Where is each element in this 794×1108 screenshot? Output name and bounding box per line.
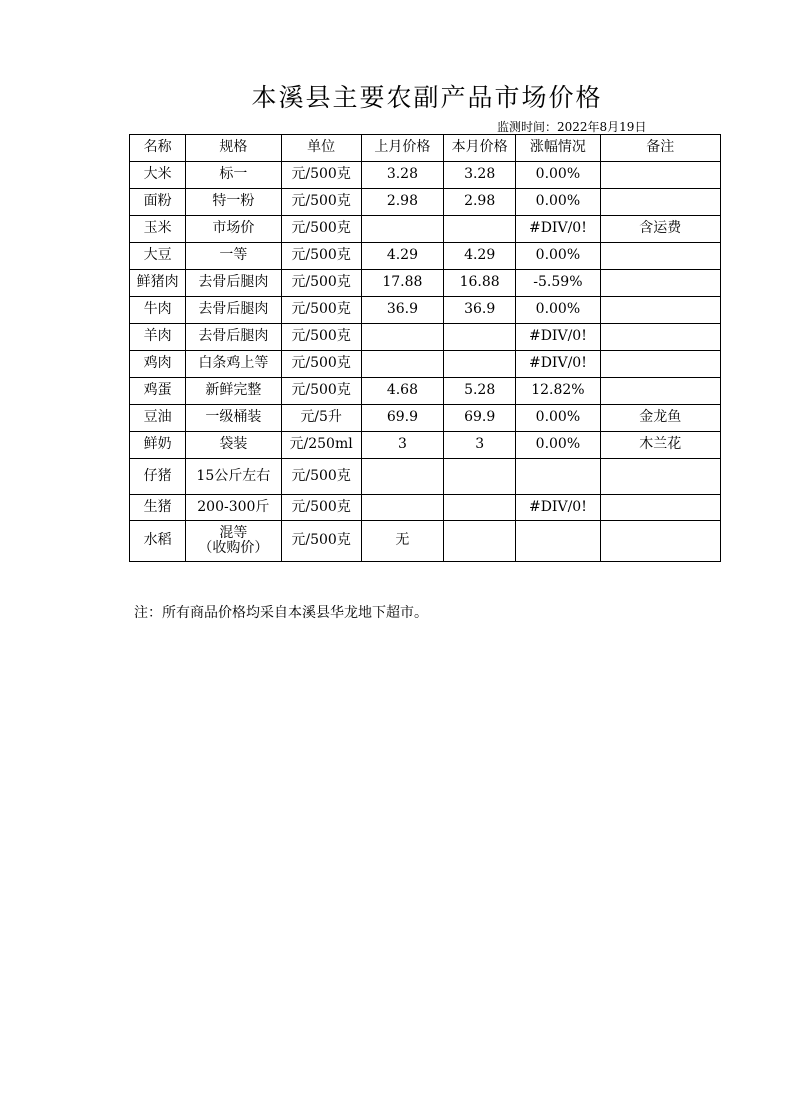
cell-last-price bbox=[361, 216, 443, 243]
cell-change bbox=[516, 521, 600, 562]
cell-current-price: 36.9 bbox=[444, 297, 516, 324]
cell-name: 玉米 bbox=[130, 216, 186, 243]
cell-note bbox=[600, 351, 720, 378]
footnote: 注：所有商品价格均采自本溪县华龙地下超市。 bbox=[134, 605, 428, 621]
cell-current-price: 3.28 bbox=[444, 162, 516, 189]
cell-change: #DIV/0! bbox=[516, 495, 600, 521]
cell-name: 鲜奶 bbox=[130, 432, 186, 459]
table-row bbox=[130, 216, 721, 243]
cell-name: 生猪 bbox=[130, 495, 186, 521]
cell-last-price: 4.68 bbox=[361, 378, 443, 405]
cell-unit: 元/5升 bbox=[281, 405, 361, 432]
cell-last-price bbox=[361, 351, 443, 378]
cell-spec-line: 混等 bbox=[219, 524, 248, 541]
cell-note bbox=[600, 270, 720, 297]
col-header-name: 名称 bbox=[130, 135, 186, 162]
cell-current-price bbox=[444, 495, 516, 521]
table-row bbox=[130, 270, 721, 297]
cell-note bbox=[600, 297, 720, 324]
cell-current-price: 2.98 bbox=[444, 189, 516, 216]
table-row bbox=[130, 378, 721, 405]
table-row bbox=[130, 243, 721, 270]
table-row bbox=[130, 405, 721, 432]
cell-note bbox=[600, 378, 720, 405]
cell-current-price: 4.29 bbox=[444, 243, 516, 270]
cell-note bbox=[600, 459, 720, 495]
cell-change: -5.59% bbox=[516, 270, 600, 297]
cell-last-price: 无 bbox=[361, 521, 443, 562]
cell-spec: 一等 bbox=[186, 243, 281, 270]
table-row bbox=[130, 521, 721, 562]
cell-spec: 白条鸡上等 bbox=[186, 351, 281, 378]
cell-current-price bbox=[444, 459, 516, 495]
price-table bbox=[129, 134, 721, 562]
cell-change bbox=[516, 459, 600, 495]
cell-last-price: 4.29 bbox=[361, 243, 443, 270]
table-header-row bbox=[130, 135, 721, 162]
cell-spec: 去骨后腿肉 bbox=[186, 297, 281, 324]
cell-note: 金龙鱼 bbox=[600, 405, 720, 432]
cell-unit: 元/500克 bbox=[281, 243, 361, 270]
table-row bbox=[130, 162, 721, 189]
cell-current-price bbox=[444, 351, 516, 378]
cell-unit: 元/500克 bbox=[281, 351, 361, 378]
cell-change: #DIV/0! bbox=[516, 216, 600, 243]
cell-spec: 市场价 bbox=[186, 216, 281, 243]
monitor-time: 监测时间：2022年8月19日 bbox=[497, 120, 647, 134]
cell-name: 大米 bbox=[130, 162, 186, 189]
cell-note: 含运费 bbox=[600, 216, 720, 243]
cell-name: 鸡肉 bbox=[130, 351, 186, 378]
cell-spec-line: （收购价） bbox=[198, 540, 269, 556]
cell-unit: 元/500克 bbox=[281, 162, 361, 189]
cell-spec: 去骨后腿肉 bbox=[186, 324, 281, 351]
table-row bbox=[130, 495, 721, 521]
cell-change: #DIV/0! bbox=[516, 324, 600, 351]
table-row bbox=[130, 297, 721, 324]
cell-spec: 特一粉 bbox=[186, 189, 281, 216]
cell-unit: 元/500克 bbox=[281, 459, 361, 495]
cell-spec: 去骨后腿肉 bbox=[186, 270, 281, 297]
cell-spec: 袋装 bbox=[186, 432, 281, 459]
cell-current-price: 69.9 bbox=[444, 405, 516, 432]
cell-last-price: 3 bbox=[361, 432, 443, 459]
col-header-change: 涨幅情况 bbox=[516, 135, 600, 162]
cell-current-price bbox=[444, 216, 516, 243]
col-header-last-price: 上月价格 bbox=[361, 135, 443, 162]
cell-current-price: 3 bbox=[444, 432, 516, 459]
page-title: 本溪县主要农副产品市场价格 bbox=[251, 83, 603, 112]
col-header-current-price: 本月价格 bbox=[444, 135, 516, 162]
cell-name: 鸡蛋 bbox=[130, 378, 186, 405]
cell-current-price bbox=[444, 521, 516, 562]
cell-unit: 元/500克 bbox=[281, 216, 361, 243]
cell-last-price bbox=[361, 495, 443, 521]
cell-name: 羊肉 bbox=[130, 324, 186, 351]
cell-name: 面粉 bbox=[130, 189, 186, 216]
table-row bbox=[130, 351, 721, 378]
cell-change: 0.00% bbox=[516, 405, 600, 432]
cell-name: 水稻 bbox=[130, 521, 186, 562]
cell-spec: 新鲜完整 bbox=[186, 378, 281, 405]
cell-unit: 元/500克 bbox=[281, 324, 361, 351]
cell-last-price: 2.98 bbox=[361, 189, 443, 216]
cell-last-price: 3.28 bbox=[361, 162, 443, 189]
cell-current-price: 16.88 bbox=[444, 270, 516, 297]
cell-name: 牛肉 bbox=[130, 297, 186, 324]
cell-unit: 元/500克 bbox=[281, 189, 361, 216]
col-header-note: 备注 bbox=[600, 135, 720, 162]
cell-unit: 元/500克 bbox=[281, 495, 361, 521]
cell-name: 鲜猪肉 bbox=[130, 270, 186, 297]
cell-spec: 15公斤左右 bbox=[186, 459, 281, 495]
cell-note bbox=[600, 324, 720, 351]
table-row bbox=[130, 324, 721, 351]
cell-unit: 元/500克 bbox=[281, 297, 361, 324]
cell-note: 木兰花 bbox=[600, 432, 720, 459]
col-header-unit: 单位 bbox=[281, 135, 361, 162]
cell-note bbox=[600, 243, 720, 270]
cell-change: 12.82% bbox=[516, 378, 600, 405]
cell-name: 大豆 bbox=[130, 243, 186, 270]
table-row bbox=[130, 432, 721, 459]
col-header-spec: 规格 bbox=[186, 135, 281, 162]
cell-unit: 元/250ml bbox=[281, 432, 361, 459]
cell-change: 0.00% bbox=[516, 432, 600, 459]
cell-last-price: 69.9 bbox=[361, 405, 443, 432]
cell-change: 0.00% bbox=[516, 189, 600, 216]
cell-spec: 一级桶装 bbox=[186, 405, 281, 432]
cell-spec bbox=[186, 521, 281, 562]
cell-change: 0.00% bbox=[516, 243, 600, 270]
cell-unit: 元/500克 bbox=[281, 378, 361, 405]
cell-last-price bbox=[361, 324, 443, 351]
cell-spec: 200-300斤 bbox=[186, 495, 281, 521]
cell-current-price bbox=[444, 324, 516, 351]
cell-current-price: 5.28 bbox=[444, 378, 516, 405]
cell-note bbox=[600, 189, 720, 216]
cell-change: 0.00% bbox=[516, 162, 600, 189]
cell-last-price bbox=[361, 459, 443, 495]
cell-unit: 元/500克 bbox=[281, 270, 361, 297]
cell-last-price: 36.9 bbox=[361, 297, 443, 324]
cell-note bbox=[600, 521, 720, 562]
table-row bbox=[130, 459, 721, 495]
cell-change: #DIV/0! bbox=[516, 351, 600, 378]
cell-note bbox=[600, 162, 720, 189]
table-row bbox=[130, 189, 721, 216]
cell-name: 仔猪 bbox=[130, 459, 186, 495]
cell-change: 0.00% bbox=[516, 297, 600, 324]
cell-spec: 标一 bbox=[186, 162, 281, 189]
cell-note bbox=[600, 495, 720, 521]
cell-unit: 元/500克 bbox=[281, 521, 361, 562]
cell-last-price: 17.88 bbox=[361, 270, 443, 297]
cell-name: 豆油 bbox=[130, 405, 186, 432]
